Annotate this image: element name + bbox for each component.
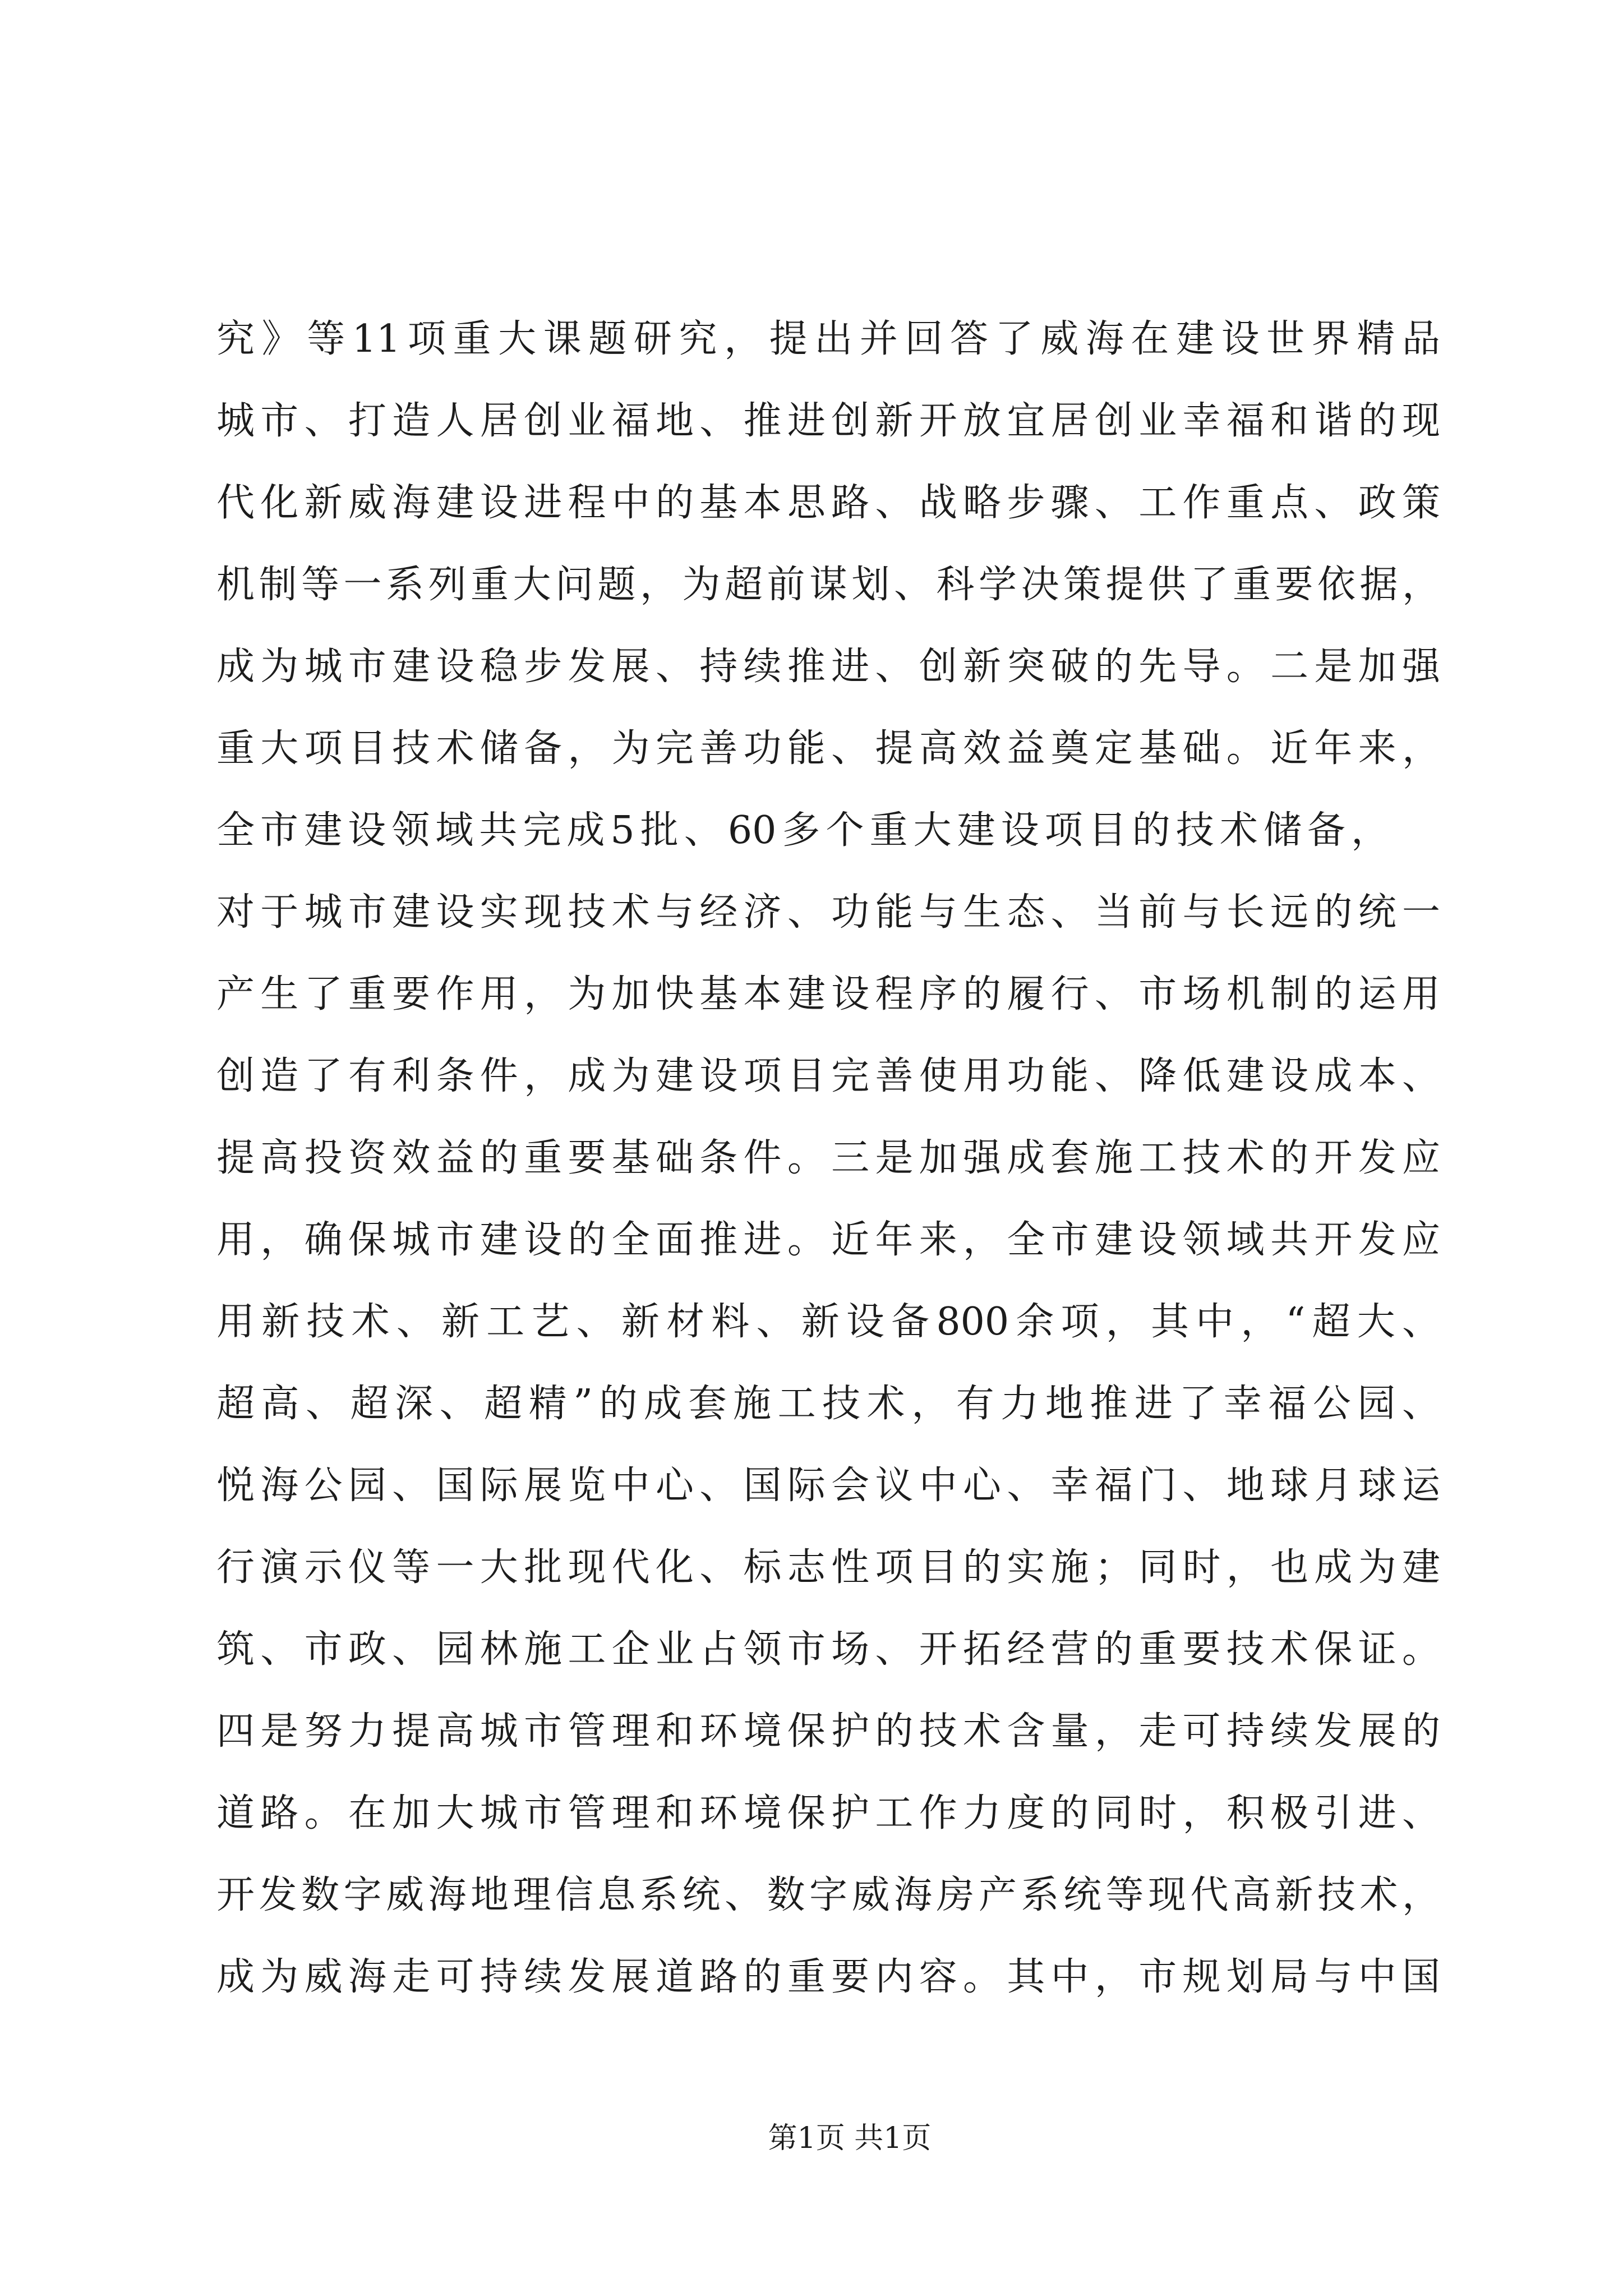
- page-footer: 第1页 共1页: [768, 2122, 932, 2155]
- text-line: 成为城市建设稳步发展、持续推进、创新突破的先导。二是加强: [216, 645, 1440, 689]
- text-line: 道路。在加大城市管理和环境保护工作力度的同时，积极引进、: [216, 1791, 1440, 1835]
- text-line: 行演示仪等一大批现代化、标志性项目的实施；同时，也成为建: [216, 1545, 1440, 1590]
- text-line: 重大项目技术储备，为完善功能、提高效益奠定基础。近年来，: [216, 726, 1440, 771]
- text-line: 代化新威海建设进程中的基本思路、战略步骤、工作重点、政策: [216, 481, 1440, 525]
- body-text: [216, 298, 1440, 2018]
- text-line: 城市、打造人居创业福地、推进创新开放宜居创业幸福和谐的现: [216, 399, 1440, 443]
- text-line: 开发数字威海地理信息系统、数字威海房产系统等现代高新技术，: [216, 1873, 1440, 1917]
- text-line: 创造了有利条件，成为建设项目完善使用功能、降低建设成本、: [216, 1054, 1440, 1098]
- text-line: 全市建设领域共完成5批、60多个重大建设项目的技术储备，: [216, 808, 1389, 853]
- text-line: 提高投资效益的重要基础条件。三是加强成套施工技术的开发应: [216, 1136, 1440, 1180]
- text-line: 筑、市政、园林施工企业占领市场、开拓经营的重要技术保证。: [216, 1627, 1440, 1672]
- text-line: 成为威海走可持续发展道路的重要内容。其中，市规划局与中国: [216, 1955, 1440, 1999]
- text-line: 四是努力提高城市管理和环境保护的技术含量，走可持续发展的: [216, 1709, 1440, 1754]
- text-line: 用，确保城市建设的全面推进。近年来，全市建设领域共开发应: [216, 1218, 1440, 1262]
- text-line: 机制等一系列重大问题，为超前谋划、科学决策提供了重要依据，: [216, 563, 1440, 607]
- text-line: 对于城市建设实现技术与经济、功能与生态、当前与长远的统一: [216, 890, 1440, 935]
- text-line: 产生了重要作用，为加快基本建设程序的履行、市场机制的运用: [216, 972, 1440, 1016]
- text-line: 超高、超深、超精”的成套施工技术，有力地推进了幸福公园、: [216, 1382, 1440, 1426]
- text-line: 悦海公园、国际展览中心、国际会议中心、幸福门、地球月球运: [216, 1464, 1440, 1508]
- text-line: 用新技术、新工艺、新材料、新设备800余项，其中，“超大、: [216, 1300, 1440, 1344]
- text-line: 究》等11项重大课题研究，提出并回答了威海在建设世界精品: [216, 317, 1440, 361]
